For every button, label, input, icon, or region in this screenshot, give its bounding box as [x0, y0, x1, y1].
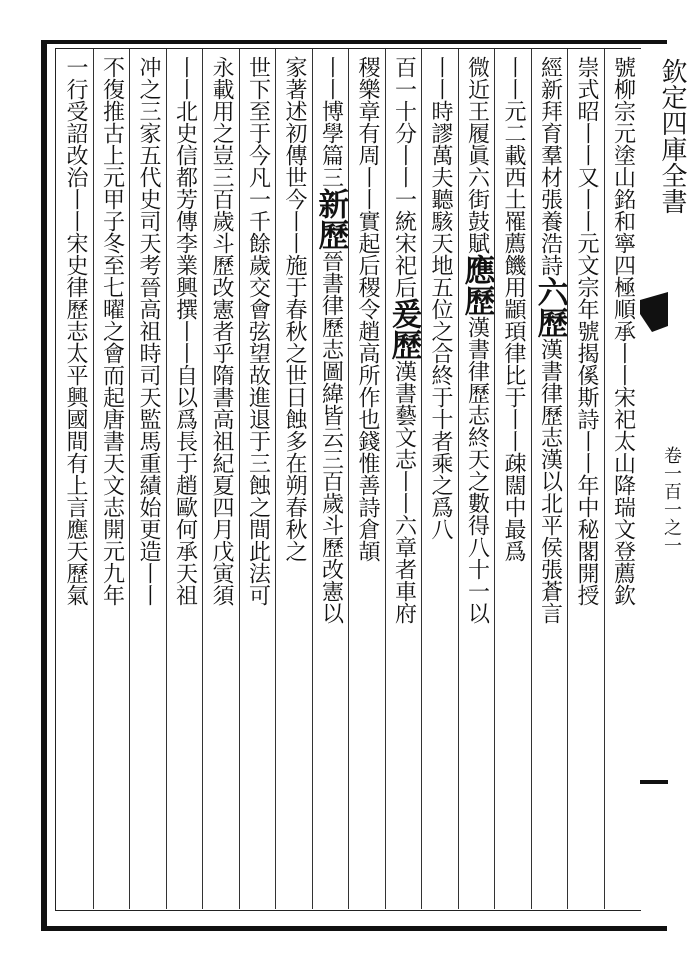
column-rule	[458, 49, 459, 909]
margin-strip	[655, 48, 693, 928]
text-column	[56, 56, 94, 906]
text-column	[312, 56, 350, 906]
column-rule	[129, 49, 130, 909]
column-text: 冲之三家五代史司天考晉高祖時司天監馬重績始更造丨丨	[136, 56, 161, 606]
text-column	[385, 56, 423, 906]
column-text: 今丨丨施于春秋之世日蝕多在朔春秋之	[282, 188, 307, 562]
column-text: 不復推古上元甲子冬至七曜之會而起唐書天文志開元九年	[99, 56, 125, 606]
column-text: 天地五位之合終于十者乘之爲八	[428, 232, 453, 540]
column-text: 稷樂章有周丨丨實起后稷	[355, 56, 380, 298]
column-text: 漢書藝文志丨丨六章者車府	[391, 360, 417, 624]
column-rule	[531, 49, 532, 909]
column-text: 世下至于今凡一千餘歲交會弦望故進退于三蝕之間此法可	[245, 56, 271, 606]
text-column	[166, 56, 204, 906]
lower-fish-tail-mark	[640, 780, 668, 784]
column-text: 丨丨博學篇三	[318, 56, 344, 188]
text-column	[129, 56, 167, 906]
book-title: 欽定四庫全書	[657, 58, 687, 214]
text-column	[531, 56, 569, 906]
entry-headword: 應歷	[458, 254, 495, 316]
text-column	[421, 56, 459, 906]
column-text: 百一十分丨丨一統宋祀后	[391, 56, 417, 298]
column-text: 一行受詔改治丨丨宋史律歷志太平興國間有上言應天歷氣	[63, 56, 88, 606]
column-text: 漢書律歷志漢以北平侯張蒼言	[537, 338, 563, 624]
column-text: 令趙高所作也錢惟善詩倉頡	[355, 298, 380, 562]
column-text: 用顓頊律比于丨丨疎闊中最爲	[501, 276, 526, 562]
column-rule	[93, 49, 94, 909]
fish-tail-mark	[640, 292, 668, 332]
column-rule	[567, 49, 568, 909]
column-text: 丨丨北史信都芳傳李業興撰丨丨自以爲長于趙歐何承天祖	[172, 56, 198, 606]
column-text: 丨丨元二載西土罹薦饑	[501, 56, 526, 276]
column-rule	[348, 49, 349, 909]
column-rule	[421, 49, 422, 909]
text-column	[458, 56, 496, 906]
column-rule	[239, 49, 240, 909]
column-text: 號柳宗元塗山銘和寧四極順承丨丨宋祀太山降瑞文登薦欽	[610, 56, 636, 606]
column-text: 經新拜育羣材張養浩詩	[537, 56, 563, 276]
column-rule	[202, 49, 203, 909]
column-rule	[312, 49, 313, 909]
column-rule	[275, 49, 276, 909]
text-column	[604, 56, 642, 906]
column-text: 家著述初傳世	[282, 56, 307, 188]
entry-headword: 爰歷	[385, 298, 422, 360]
column-text: 崇式昭丨丨又丨丨元文宗年號揭傒斯詩丨丨年中秘閣開授	[574, 56, 599, 606]
column-rule	[604, 49, 605, 909]
text-column	[494, 56, 532, 906]
column-rule	[385, 49, 386, 909]
text-column	[348, 56, 386, 906]
column-text: 晉書律歷志圖緯皆云三百歲斗歷改憲以	[318, 250, 344, 624]
text-column	[239, 56, 277, 906]
column-text: 微近王履眞六街鼓賦	[464, 56, 490, 254]
column-text: 丨丨時謬萬夫聽駭	[428, 56, 453, 232]
entry-headword: 新歷	[312, 188, 349, 250]
text-column	[567, 56, 605, 906]
column-rule	[494, 49, 495, 909]
text-column	[202, 56, 240, 906]
column-text: 漢書律歷志終天之數得八十一以	[464, 316, 490, 624]
entry-headword: 六歷	[531, 276, 568, 338]
column-text: 永載用之豈三百歲斗歷改憲者乎隋書高祖紀夏四月戊寅須	[209, 56, 234, 606]
column-rule	[166, 49, 167, 909]
volume-label: 卷一百一之一	[661, 446, 682, 554]
text-column	[93, 56, 131, 906]
text-column	[275, 56, 313, 906]
